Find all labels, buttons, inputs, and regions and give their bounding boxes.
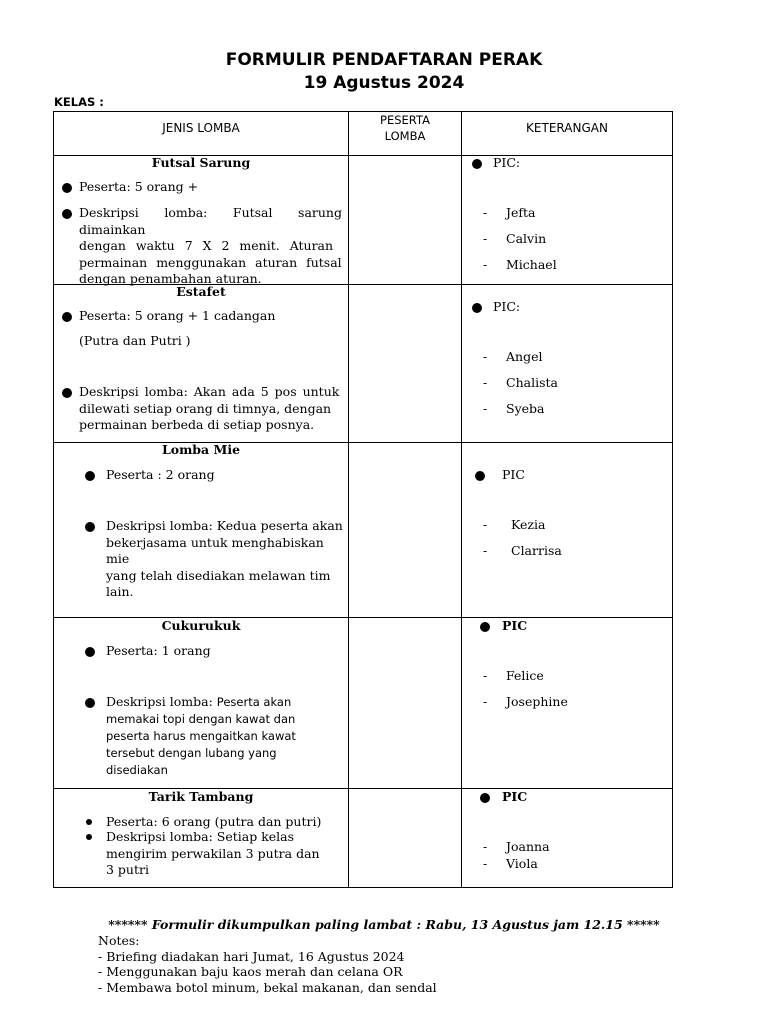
notes-section [98, 933, 437, 995]
lomba-title: Tarik Tambang [148, 789, 254, 804]
bullet-icon [85, 698, 95, 708]
pic-name: Kezia [511, 517, 546, 532]
pic-label: PIC [502, 789, 528, 804]
pic-name: Jefta [506, 205, 536, 220]
pic-label: PIC [502, 618, 528, 633]
lomba-deskripsi: Deskripsi lomba: Peserta akan memakai topi dengan kawat dan peserta harus mengaitkan kawat tersebut dengan lubang yang disediakan [106, 694, 296, 777]
bullet-icon [86, 834, 92, 840]
bullet-icon [62, 312, 72, 322]
lomba-peserta: Peserta: 5 orang + [79, 179, 199, 194]
lomba-peserta-note: (Putra dan Putri ) [79, 333, 191, 348]
bullet-icon [62, 209, 72, 219]
bullet-icon [480, 793, 490, 803]
bullet-icon [85, 522, 95, 532]
lomba-title: Estafet [176, 284, 226, 299]
lomba-peserta: Peserta : 2 orang [106, 467, 215, 482]
bullet-icon [62, 183, 72, 193]
lomba-title: Futsal Sarung [151, 155, 251, 170]
note-item: - Membawa botol minum, bekal makanan, dan sendal [98, 979, 437, 995]
deadline-note: ****** Formulir dikumpulkan paling lambat : Rabu, 13 Agustus jam 12.15 ***** [108, 917, 660, 932]
lomba-peserta: Peserta: 1 orang [106, 643, 211, 658]
pic-name: Viola [506, 856, 538, 871]
column-header-keterangan: KETERANGAN [526, 121, 608, 135]
form-title: FORMULIR PENDAFTARAN PERAK [225, 50, 543, 70]
pic-name: Syeba [506, 401, 545, 416]
lomba-peserta: Peserta: 6 orang (putra dan putri) [106, 814, 322, 829]
column-header-peserta-lomba: PESERTA LOMBA [380, 113, 430, 143]
bullet-icon [480, 622, 490, 632]
pic-name: Calvin [506, 231, 547, 246]
lomba-title: Lomba Mie [161, 442, 241, 457]
pic-name: Michael [506, 257, 557, 272]
pic-name: Chalista [506, 375, 558, 390]
bullet-icon [472, 159, 482, 169]
bullet-icon [475, 471, 485, 481]
pic-label: PIC [502, 467, 525, 482]
form-date: 19 Agustus 2024 [303, 73, 465, 93]
notes-label: Notes: [98, 933, 140, 948]
lomba-peserta: Peserta: 5 orang + 1 cadangan [79, 308, 276, 323]
bullet-icon [62, 388, 72, 398]
lomba-deskripsi: Deskripsi lomba: Akan ada 5 pos untuk dilewati setiap orang di timnya, dengan permainan berbeda di setiap posnya. [79, 384, 340, 432]
bullet-icon [472, 303, 482, 313]
pic-name: Felice [506, 668, 544, 683]
lomba-deskripsi: Deskripsi lomba: Setiap kelas mengirim perwakilan 3 putra dan 3 putri [106, 829, 320, 877]
pic-name: Angel [506, 349, 543, 364]
bullet-icon [86, 819, 92, 825]
note-item: - Briefing diadakan hari Jumat, 16 Agustus 2024 [98, 948, 405, 964]
pic-name: Joanna [506, 839, 550, 854]
pic-name: Josephine [506, 694, 568, 709]
pic-name: Clarrisa [511, 543, 562, 558]
lomba-deskripsi: Deskripsi lomba: Kedua peserta akan bekerjasama untuk menghabiskan mie yang telah disediakan melawan tim lain. [106, 518, 343, 599]
bullet-icon [85, 471, 95, 481]
note-item: - Menggunakan baju kaos merah dan celana OR [98, 964, 403, 979]
bullet-icon [85, 647, 95, 657]
kelas-label: KELAS : [54, 95, 104, 109]
pic-label: PIC: [493, 299, 521, 314]
lomba-title: Cukurukuk [161, 618, 241, 633]
column-header-jenis-lomba: JENIS LOMBA [162, 121, 240, 135]
pic-label: PIC: [493, 155, 521, 170]
lomba-deskripsi: Deskripsi lomba: Futsal sarung dimainkan dengan waktu 7 X 2 menit. Aturan permainan menggunakan aturan futsal dengan penambahan aturan. [79, 205, 342, 286]
